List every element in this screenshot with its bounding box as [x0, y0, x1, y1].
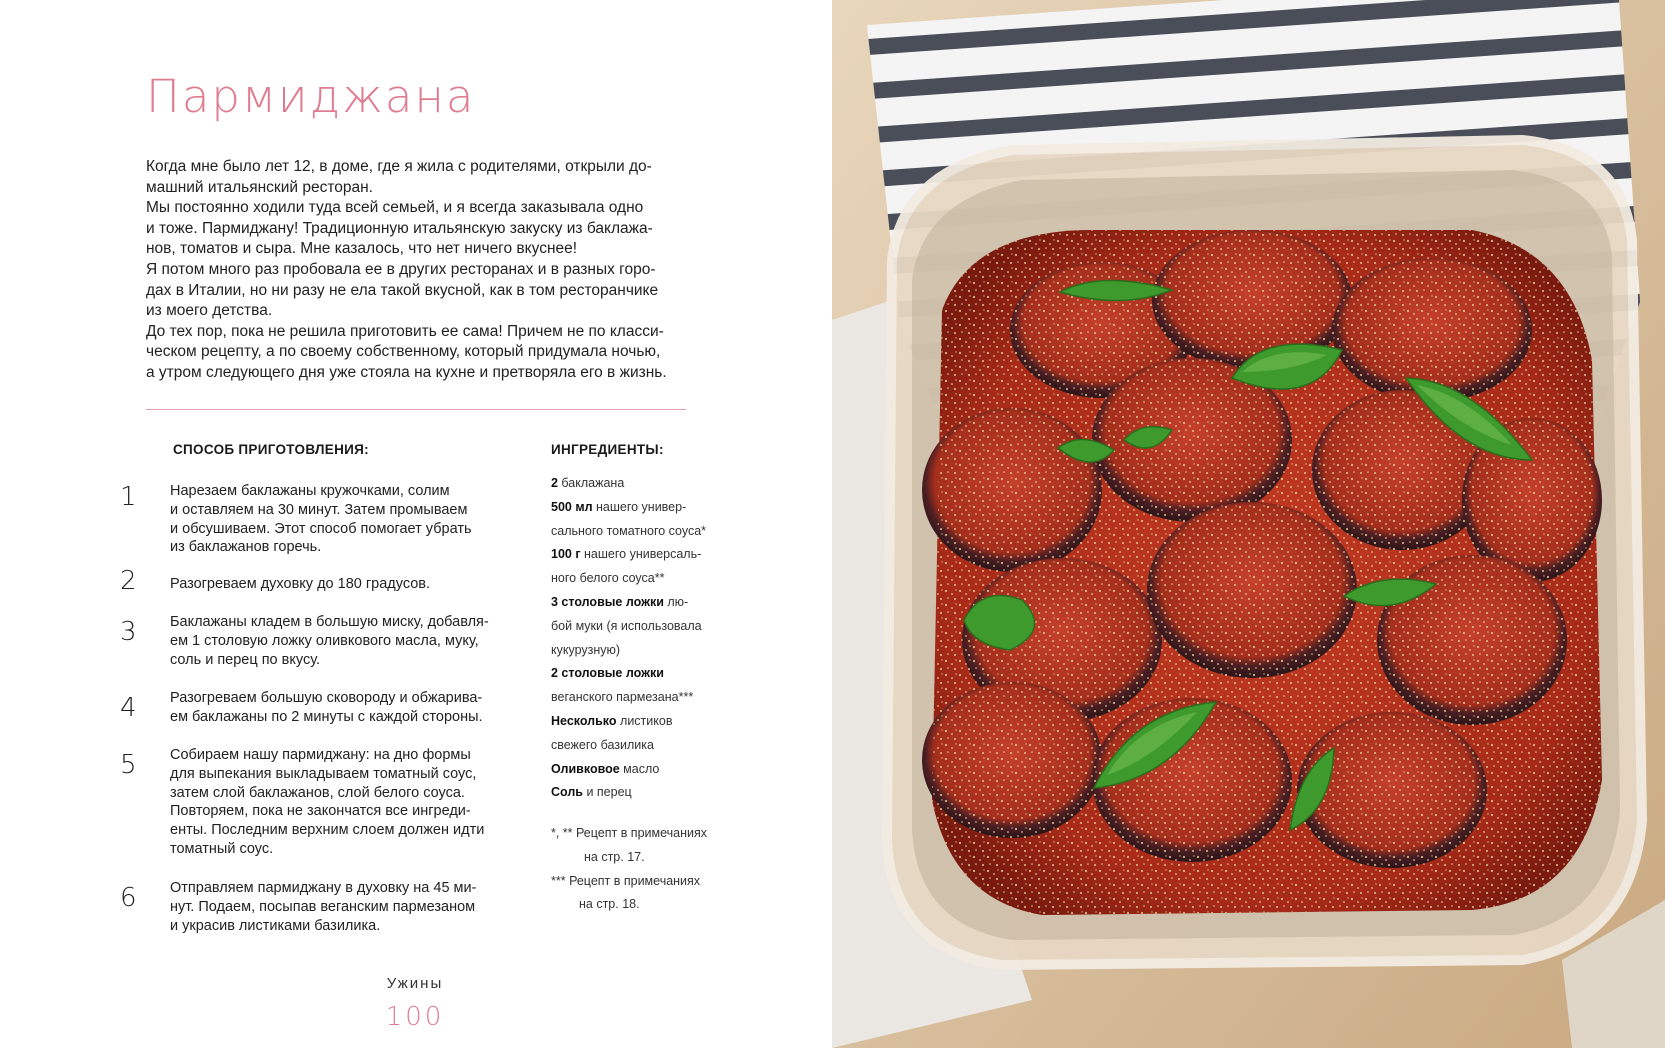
ingredient-text: сального томатного соуса*: [551, 523, 707, 538]
ingredients-heading: ИНГРЕДИЕНТЫ:: [551, 442, 664, 457]
footnote-line: *** Рецепт в примечаниях: [551, 873, 701, 888]
footnote-line: на стр. 17.: [584, 849, 645, 864]
ingredient-line: [551, 686, 731, 710]
step-line: Собираем нашу пармиджану: на дно формы: [170, 747, 471, 763]
ingredients-list: [551, 472, 731, 805]
ingredient-line: [551, 472, 731, 496]
ingredient-line: [551, 639, 731, 663]
ingredient-text: баклажана: [557, 476, 625, 490]
step-line: Баклажаны кладем в большую миску, добавля-: [170, 614, 489, 630]
ingredient-text: свежего базилика: [551, 737, 654, 752]
step-line: Отправляем пармиджану в духовку на 45 ми-: [170, 880, 477, 896]
step-number: 5: [120, 750, 137, 780]
ingredient-text: нашего универ-: [592, 499, 687, 514]
section-name: Ужины: [386, 975, 444, 992]
ingredient-line: [551, 567, 731, 591]
footnote-line: *, ** Рецепт в примечаниях: [551, 826, 708, 840]
ingredient-text: масло: [619, 761, 660, 776]
step-text: [170, 575, 510, 594]
intro-line: дах в Италии, но ни разу не ела такой вкусной, как в том ресторанчике: [146, 281, 659, 299]
step-line: енты. Последним верхним слоем должен идти: [170, 822, 485, 839]
recipe-title: Пармиджана: [146, 70, 476, 123]
ingredient-text: ного белого соуса**: [551, 571, 665, 586]
footnotes: [551, 822, 741, 917]
parmigiana-photo-illustration: [832, 0, 1665, 1048]
step-line: ем баклажаны по 2 минуты с каждой стороны.: [170, 708, 483, 725]
intro-line: из моего детства.: [146, 302, 273, 320]
ingredient-qty: 500 мл: [551, 499, 593, 514]
page-number: 100: [385, 1002, 445, 1032]
ingredient-line: [551, 591, 731, 615]
step-text: [170, 482, 510, 557]
ingredient-line: [551, 543, 731, 567]
ingredient-qty: 100 г: [551, 547, 581, 562]
step-text: [170, 879, 510, 935]
section-divider: [146, 409, 686, 410]
ingredient-text: листиков: [616, 713, 673, 728]
ingredient-line: [551, 758, 731, 782]
ingredient-line: [551, 781, 731, 805]
intro-line: и тоже. Пармиджану! Традиционную итальянскую закуску из баклажа-: [146, 219, 653, 237]
step-number: 2: [120, 566, 137, 596]
ingredient-qty: 2 столовые ложки: [551, 666, 664, 681]
step-line: из баклажанов горечь.: [170, 539, 322, 556]
step-number: 4: [120, 693, 137, 723]
step-line: соль и перец по вкусу.: [170, 651, 321, 668]
ingredient-qty: Оливковое: [551, 761, 620, 776]
intro-line: ческом рецепту, а по своему собственному, который придумала ночью,: [146, 343, 661, 361]
ingredient-qty: Соль: [551, 785, 583, 800]
step-line: и оставляем на 30 минут. Затем промываем: [170, 501, 468, 518]
intro-line: нов, томатов и сыра. Мне казалось, что нет ничего вкуснее!: [146, 240, 578, 258]
step-text: [170, 613, 510, 669]
ingredient-line: [551, 520, 731, 544]
ingredient-qty: 3 столовые ложки: [551, 594, 664, 609]
step-text: [170, 746, 510, 859]
step-line: Нарезаем баклажаны кружочками, солим: [170, 483, 450, 499]
step-line: и обсушиваем. Этот способ помогает убрать: [170, 520, 472, 537]
ingredient-line: [551, 615, 731, 639]
step-number: 6: [120, 883, 137, 913]
ingredient-qty: Несколько: [551, 713, 617, 728]
intro-line: Я потом много раз пробовала ее в других ресторанах и в разных горо-: [146, 260, 656, 278]
ingredient-text: нашего универсаль-: [580, 547, 702, 562]
step-line: томатный соус.: [170, 840, 274, 857]
footnote-line: на стр. 18.: [579, 897, 640, 912]
intro-line: Когда мне было лет 12, в доме, где я жила с родителями, открыли до-: [146, 158, 652, 175]
step-line: затем слой баклажанов, слой белого соуса.: [170, 784, 465, 801]
ingredient-qty: 2: [551, 476, 558, 490]
ingredient-text: веганского пармезана***: [551, 690, 694, 705]
ingredient-text: кукурузную): [551, 642, 621, 657]
step-line: нут. Подаем, посыпав веганским пармезаном: [170, 898, 476, 915]
food-photo: [832, 0, 1665, 1048]
ingredient-line: [551, 710, 731, 734]
intro-line: а утром следующего дня уже стояла на кухне и претворяла его в жизнь.: [146, 363, 667, 381]
ingredient-line: [551, 734, 731, 758]
step-line: Повторяем, пока не закончатся все ингреди-: [170, 803, 471, 820]
left-page: [0, 0, 832, 1048]
ingredient-text: лю-: [663, 594, 689, 609]
intro-text: [146, 157, 692, 384]
ingredient-text: бой муки (я использовала: [551, 618, 702, 633]
ingredient-text: и перец: [582, 785, 632, 800]
step-line: для выпекания выкладываем томатный соус,: [170, 765, 477, 782]
step-line: ем 1 столовую ложку оливкового масла, муку,: [170, 632, 479, 649]
method-heading: СПОСОБ ПРИГОТОВЛЕНИЯ:: [173, 442, 369, 457]
step-line: Разогреваем духовку до 180 градусов.: [170, 576, 431, 592]
ingredient-line: [551, 496, 731, 520]
step-number: 3: [120, 617, 137, 647]
step-line: Разогреваем большую сковороду и обжарива-: [170, 690, 483, 706]
step-line: и украсив листиками базилика.: [170, 917, 381, 934]
intro-line: машний итальянский ресторан.: [146, 178, 373, 196]
step-number: 1: [120, 482, 137, 512]
step-text: [170, 689, 510, 727]
intro-line: Мы постоянно ходили туда всей семьей, и я всегда заказывала одно: [146, 199, 644, 217]
intro-line: До тех пор, пока не решила приготовить ее сама! Причем не по класси-: [146, 322, 664, 340]
ingredient-line: [551, 662, 731, 686]
